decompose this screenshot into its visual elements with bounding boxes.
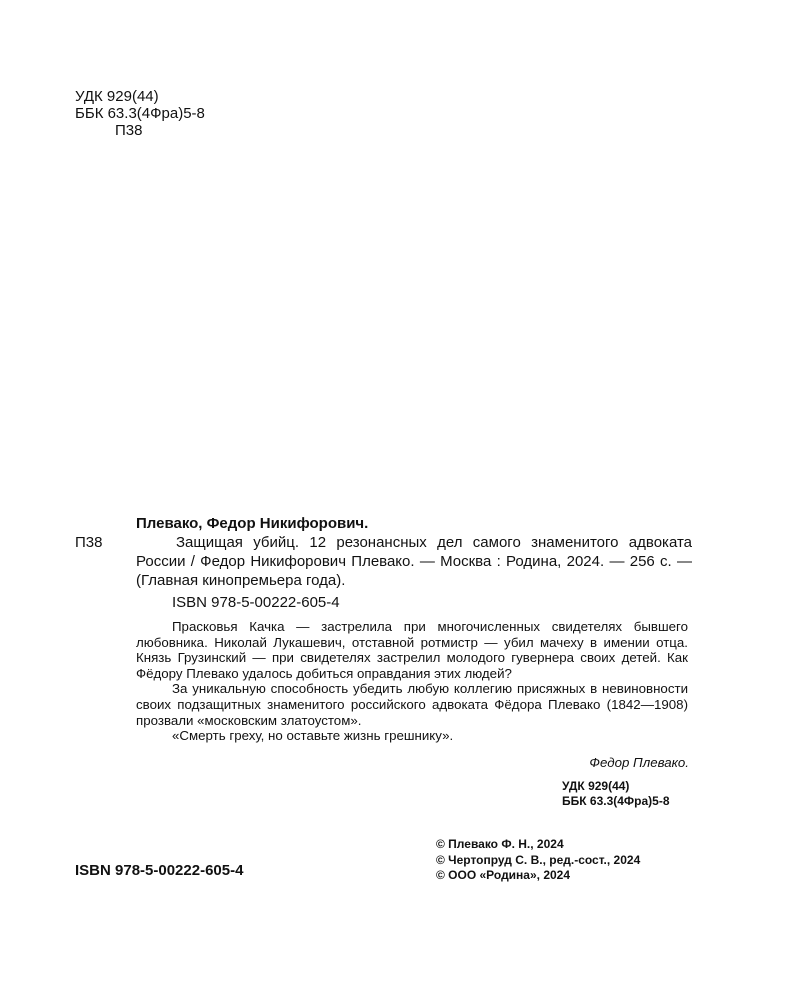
isbn-bottom: ISBN 978-5-00222-605-4 — [75, 862, 244, 879]
bbk-code: ББК 63.3(4Фра)5-8 — [75, 105, 205, 122]
author-sign: П38 — [115, 122, 143, 139]
classification-block-bottom — [562, 779, 670, 809]
record-description: Защищая убийц. 12 резонансных дел самого знаменитого адвоката России / Федор Никифорович Плевако. — Москва : Родина, 2024. — 256 с. — (Главная кинопремьера года). — [136, 534, 692, 589]
quote-author: Федор Плевако. — [589, 755, 689, 770]
bbk-code-bottom: ББК 63.3(4Фра)5-8 — [562, 794, 670, 808]
copyright-block — [436, 837, 640, 884]
annotation-paragraph: За уникальную способность убедить любую коллегию присяжных в невиновности своих подзащитных знаменитого российского адвоката Фёдора Плевако (1842—1908) прозвали «московским златоустом». — [136, 681, 688, 728]
bibliographic-record — [136, 514, 692, 590]
udk-code-bottom: УДК 929(44) — [562, 779, 630, 793]
classification-block-top — [75, 88, 205, 139]
copyright-line: © ООО «Родина», 2024 — [436, 868, 571, 882]
copyright-line: © Плевако Ф. Н., 2024 — [436, 837, 564, 851]
annotation-paragraph: Прасковья Качка — застрелила при многочисленных свидетелях бывшего любовника. Николай Лукашевич, отставной ротмистр — убил мачеху в имении отца. Князь Грузинский — при свидетелях застрелил молодого гувернера своих детей. Как Фёдору Плевако удалось добиться оправдания этих людей? — [136, 619, 688, 681]
annotation — [136, 619, 688, 744]
record-isbn: ISBN 978-5-00222-605-4 — [172, 594, 340, 611]
udk-code: УДК 929(44) — [75, 88, 159, 105]
record-author-sign: П38 — [75, 534, 103, 551]
annotation-quote: «Смерть греху, но оставьте жизнь грешнику». — [172, 728, 454, 744]
copyright-line: © Чертопруд С. В., ред.-сост., 2024 — [436, 852, 641, 867]
record-author: Плевако, Федор Никифорович. — [136, 515, 369, 532]
